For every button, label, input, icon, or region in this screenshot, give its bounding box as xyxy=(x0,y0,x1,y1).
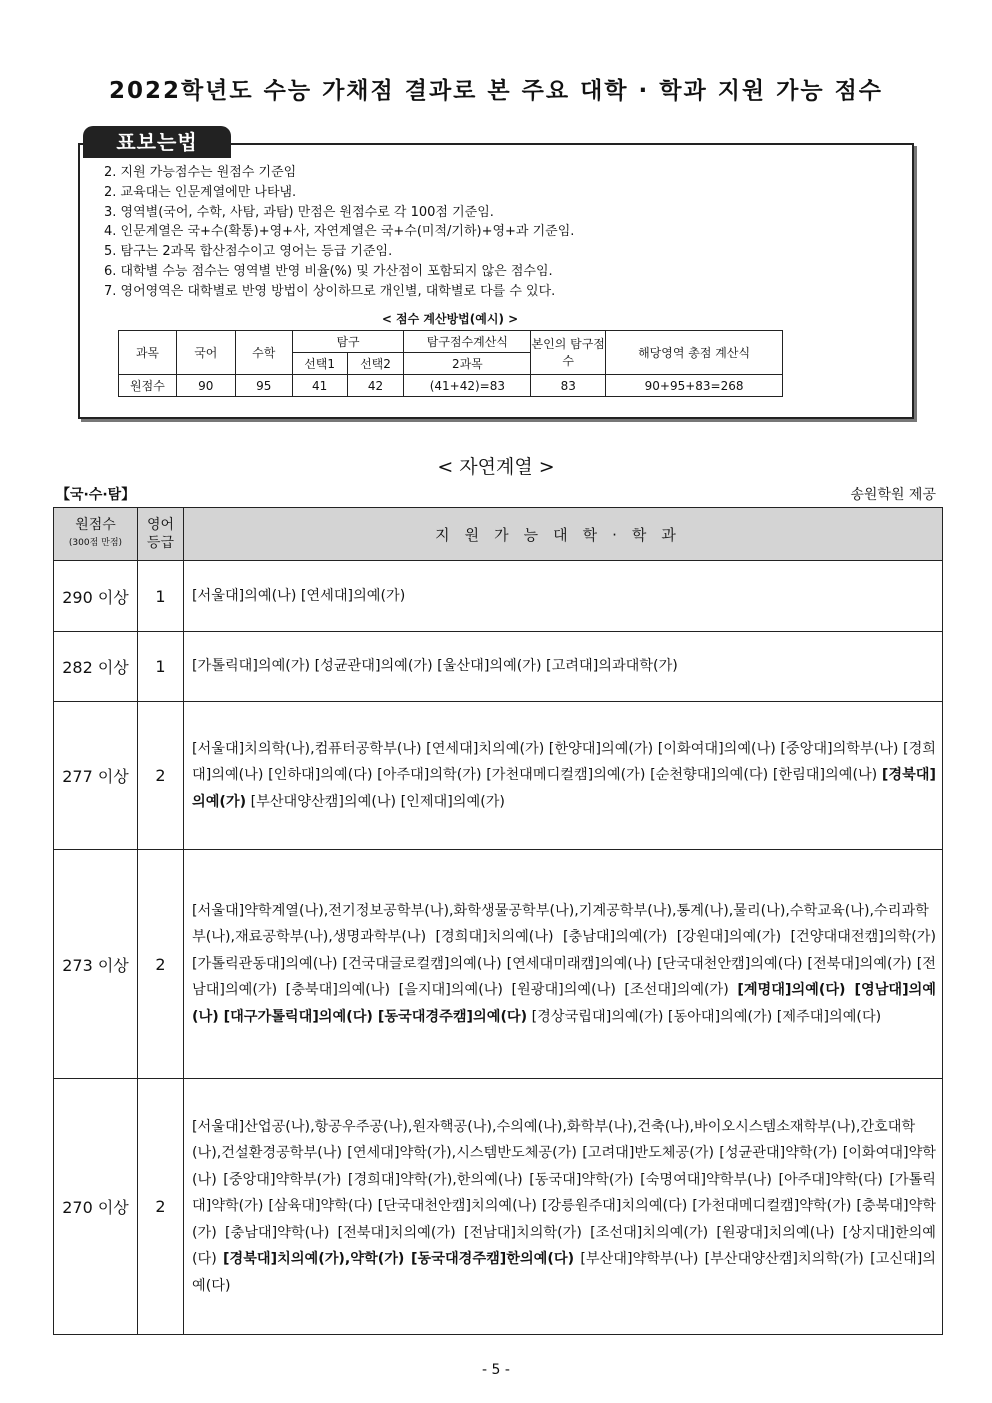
example-header-choice2: 선택2 xyxy=(347,353,404,375)
header-english xyxy=(138,508,184,561)
table-row xyxy=(54,702,943,850)
table-row xyxy=(54,850,943,1079)
example-header-subject: 과목 xyxy=(119,331,177,375)
example-total-formula-value: 90+95+83=268 xyxy=(606,375,783,397)
example-header-inquiry: 탐구 xyxy=(292,331,404,353)
example-table xyxy=(118,330,783,397)
header-score-label: 원점수 xyxy=(75,517,116,533)
university-list-cell xyxy=(184,1079,943,1335)
example-my-inquiry-value: 83 xyxy=(531,375,606,397)
legend-tab: 표보는법 xyxy=(83,126,231,158)
university-text: [부산대양산캠]의예(나) [인제대]의예(가) xyxy=(246,793,505,810)
english-grade-cell: 2 xyxy=(138,1079,184,1335)
header-score-sub: (300점 만점) xyxy=(68,538,123,548)
group-label: 【국·수·탐】 xyxy=(56,487,136,503)
university-list-cell xyxy=(184,702,943,850)
example-choice2-value: 42 xyxy=(347,375,404,397)
score-cell: 282 이상 xyxy=(54,632,138,702)
english-grade-cell: 2 xyxy=(138,702,184,850)
provider-credit: 송원학원 제공 xyxy=(850,487,936,503)
university-text: [가톨릭대]의예(가) [성균관대]의예(가) [울산대]의예(가) [고려대]의과대학(가) xyxy=(192,658,678,675)
table-row xyxy=(54,1079,943,1335)
example-row-label: 원점수 xyxy=(119,375,177,397)
header-universities: 지원가능대학·학과 xyxy=(184,508,943,561)
university-text: [서울대]의예(나) [연세대]의예(가) xyxy=(192,587,406,604)
table-row xyxy=(54,561,943,632)
example-choice1-value: 41 xyxy=(292,375,347,397)
example-korean-value: 90 xyxy=(176,375,235,397)
highlighted-text: [경북대]의예(가) xyxy=(192,767,936,810)
example-inquiry-calc-value: (41+42)=83 xyxy=(404,375,531,397)
table-row xyxy=(54,632,943,702)
highlighted-text: [계명대]의예(다) [영남대]의예(나) [대구가톨릭대]의예(다) [동국대경주캠]의예(다) xyxy=(192,982,936,1025)
score-cell: 290 이상 xyxy=(54,561,138,632)
score-table-body xyxy=(54,561,943,1335)
section-title: < 자연계열 > xyxy=(437,456,555,478)
example-caption: < 점수 계산방법(예시) > xyxy=(381,312,519,326)
example-header-math: 수학 xyxy=(235,331,292,375)
english-grade-cell: 2 xyxy=(138,850,184,1079)
legend-note: 7. 영어영역은 대학별로 반영 방법이 상이하므로 개인별, 대학별로 다를 수 있다. xyxy=(104,283,556,299)
example-header-two-subjects: 2과목 xyxy=(404,353,531,375)
university-text: [경상국립대]의예(가) [동아대]의예(가) [제주대]의예(다) xyxy=(527,1008,882,1025)
english-grade-cell: 1 xyxy=(138,632,184,702)
page-title: 2022학년도 수능 가채점 결과로 본 주요 대학 · 학과 지원 가능 점수 xyxy=(108,78,884,104)
university-list-cell xyxy=(184,632,943,702)
example-header-choice1: 선택1 xyxy=(292,353,347,375)
score-cell: 273 이상 xyxy=(54,850,138,1079)
header-score xyxy=(54,508,138,561)
legend-note: 4. 인문계열은 국+수(확통)+영+사, 자연계열은 국+수(미적/기하)+영+과 기준임. xyxy=(104,224,575,240)
legend-note: 2. 교육대는 인문계열에만 나타냄. xyxy=(104,184,297,200)
header-english-line2: 등급 xyxy=(146,535,175,551)
highlighted-text: [경북대]치의예(가),약학(가) [동국대경주캠]한의예(다) xyxy=(223,1251,575,1268)
university-list-cell xyxy=(184,850,943,1079)
legend-note: 5. 탐구는 2과목 합산점수이고 영어는 등급 기준임. xyxy=(104,244,393,260)
header-english-line1: 영어 xyxy=(146,517,175,533)
example-header-my-inquiry: 본인의 탐구점수 xyxy=(531,331,606,375)
university-text: [서울대]산업공(나),항공우주공(나),원자핵공(나),수의예(나),화학부(나),건축(나),바이오시스템소재학부(나),간호대학(나),건설환경공학부(나) [연세대]약학(가),시스템반도체공(가) [고려대]반도체공(가) [성균관대]약학(가) [이화여대]약학(나) [중앙대]약학부(가) [경희대]약학(가),한의예(나) [동국대]약학(가) [숙명여대]약학부(나) [아주대]약학(다) [가톨릭대]약학(가) [삼육대]약학(다) [단국대천안캠]치의예(나) [강릉원주대]치의예(다) [가천대메디컬캠]약학(가) [충북대]약학(가) [충남대]약학(나) [전북대]치의예(가) [전남대]치의학(가) [조선대]치의예(가) [원광대]치의예(나) [상지대]한의예(다) xyxy=(192,1118,936,1268)
legend-note: 3. 영역별(국어, 수학, 사탐, 과탐) 만점은 원점수로 각 100점 기준임. xyxy=(104,204,494,220)
score-cell: 277 이상 xyxy=(54,702,138,850)
legend-notes xyxy=(104,163,574,302)
legend-note: 6. 대학별 수능 점수는 영역별 반영 비율(%) 및 가산점이 포함되지 않은 점수임. xyxy=(104,263,553,279)
example-header-inquiry-calc: 탐구점수계산식 xyxy=(404,331,531,353)
score-cell: 270 이상 xyxy=(54,1079,138,1335)
example-math-value: 95 xyxy=(235,375,292,397)
university-list-cell xyxy=(184,561,943,632)
university-text: [서울대]약학계열(나),전기정보공학부(나),화학생물공학부(나),기계공학부(나),통계(나),물리(나),수학교육(나),수리과학부(나),재료공학부(나),생명과학부(나) [경희대]치의예(나) [충남대]의예(가) [강원대]의예(가) [건양대대전캠]의학(가) [가톨릭관동대]의예(나) [건국대글로컬캠]의예(나) [연세대미래캠]의예(나) [단국대천안캠]의예(다) [전북대]의예(가) [전남대]의예(가) [충북대]의예(나) [을지대]의예(나) [원광대]의예(나) [조선대]의예(가) xyxy=(192,902,936,999)
example-header-total-formula: 해당영역 총점 계산식 xyxy=(606,331,783,375)
english-grade-cell: 1 xyxy=(138,561,184,632)
legend-note: 2. 지원 가능점수는 원점수 기준임 xyxy=(104,165,297,180)
page-number: - 5 - xyxy=(482,1362,510,1378)
example-header-korean: 국어 xyxy=(176,331,235,375)
university-text: [서울대]치의학(나),컴퓨터공학부(나) [연세대]치의예(가) [한양대]의예(가) [이화여대]의예(나) [중앙대]의학부(나) [경희대]의예(나) [인하대]의예(다) [아주대]의학(가) [가천대메디컬캠]의예(가) [순천향대]의예(다) [한림대]의예(나) xyxy=(192,740,936,784)
score-table xyxy=(53,507,943,1335)
university-text: [부산대]약학부(나) [부산대양산캠]치의학(가) [고신대]의예(다) xyxy=(192,1251,936,1294)
